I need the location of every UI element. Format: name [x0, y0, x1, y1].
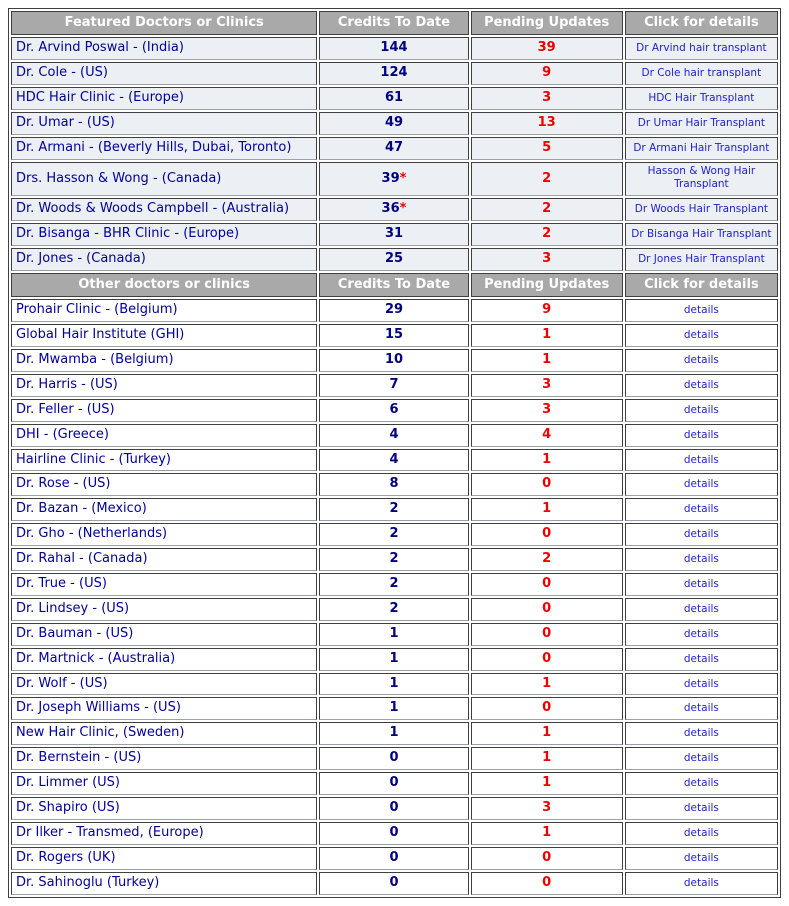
pending-updates-cell: 1 [471, 747, 623, 770]
details-link[interactable]: details [683, 329, 719, 342]
details-cell [625, 573, 778, 596]
pending-updates-cell: 2 [471, 548, 623, 571]
pending-updates-cell: 1 [471, 349, 623, 372]
credits-value: 144 [380, 40, 408, 56]
details-cell [625, 399, 778, 422]
details-link[interactable]: details [683, 652, 719, 665]
credits-cell [319, 473, 468, 496]
details-link[interactable]: Hasson & Wong Hair Transplant [647, 164, 756, 191]
table-row [11, 872, 778, 895]
credits-value: 1 [389, 725, 399, 741]
credits-cell [319, 523, 468, 546]
credits-cell [319, 498, 468, 521]
credits-value: 2 [389, 551, 399, 567]
details-cell [625, 623, 778, 646]
credits-value: 29 [384, 302, 404, 318]
credits-value: 8 [389, 476, 399, 492]
table-row [11, 648, 778, 671]
doctor-name-cell: Dr. Rogers (UK) [11, 847, 317, 870]
doctor-name-cell: DHI - (Greece) [11, 424, 317, 447]
credits-cell [319, 324, 468, 347]
details-cell [625, 223, 778, 246]
pending-updates-cell: 1 [471, 772, 623, 795]
doctor-name-cell: Dr. Wolf - (US) [11, 673, 317, 696]
doctor-name-cell: Dr. Rahal - (Canada) [11, 548, 317, 571]
credits-cell [319, 87, 468, 110]
details-link[interactable]: details [683, 702, 719, 715]
credits-cell [319, 548, 468, 571]
doctor-name-cell: Dr. Gho - (Netherlands) [11, 523, 317, 546]
credits-value: 7 [389, 376, 399, 392]
details-link[interactable]: details [683, 826, 719, 839]
credits-cell [319, 223, 468, 246]
credits-cell [319, 374, 468, 397]
table-row [11, 37, 778, 60]
details-link[interactable]: details [683, 353, 719, 366]
table-row [11, 374, 778, 397]
table-row [11, 847, 778, 870]
details-cell [625, 847, 778, 870]
table-row [11, 673, 778, 696]
table-row [11, 399, 778, 422]
credits-value: 1 [389, 625, 399, 641]
doctor-name-cell: Dr. Mwamba - (Belgium) [11, 349, 317, 372]
table-row [11, 523, 778, 546]
doctor-name-cell: Drs. Hasson & Wong - (Canada) [11, 162, 317, 197]
table-row [11, 797, 778, 820]
pending-updates-cell: 0 [471, 473, 623, 496]
table-row [11, 772, 778, 795]
column-header: Click for details [625, 273, 778, 297]
details-link[interactable]: details [683, 752, 719, 765]
credits-value: 124 [380, 65, 408, 81]
details-cell [625, 349, 778, 372]
doctor-name-cell: Dr. Arvind Poswal - (India) [11, 37, 317, 60]
column-header: Featured Doctors or Clinics [11, 11, 317, 35]
table-row [11, 112, 778, 135]
credits-value: 4 [389, 426, 399, 442]
pending-updates-cell: 2 [471, 223, 623, 246]
doctor-name-cell: HDC Hair Clinic - (Europe) [11, 87, 317, 110]
credits-cell [319, 424, 468, 447]
credits-cell [319, 248, 468, 271]
table-row [11, 548, 778, 571]
doctor-name-cell: Dr. Limmer (US) [11, 772, 317, 795]
pending-updates-cell: 3 [471, 399, 623, 422]
table-row [11, 498, 778, 521]
credits-cell [319, 573, 468, 596]
details-link[interactable]: details [683, 304, 719, 317]
details-link[interactable]: details [683, 528, 719, 541]
column-header: Credits To Date [319, 273, 468, 297]
column-header: Pending Updates [471, 273, 623, 297]
pending-updates-cell: 1 [471, 324, 623, 347]
table-row [11, 198, 778, 221]
credits-cell [319, 847, 468, 870]
details-cell [625, 449, 778, 472]
pending-updates-cell: 0 [471, 648, 623, 671]
details-link[interactable]: details [683, 777, 719, 790]
table-row [11, 349, 778, 372]
table-row [11, 248, 778, 271]
credits-value: 2 [389, 600, 399, 616]
credits-value: 0 [389, 799, 399, 815]
doctor-name-cell: Dr. Bauman - (US) [11, 623, 317, 646]
details-cell [625, 747, 778, 770]
details-link[interactable]: details [683, 378, 719, 391]
table-row [11, 598, 778, 621]
table-row [11, 162, 778, 197]
details-cell [625, 324, 778, 347]
details-link[interactable]: details [683, 577, 719, 590]
credits-cell [319, 299, 468, 322]
doctor-name-cell: Dr. Shapiro (US) [11, 797, 317, 820]
doctor-name-cell: Dr. Cole - (US) [11, 62, 317, 85]
details-cell [625, 248, 778, 271]
credits-value: 49 [384, 114, 404, 130]
details-link[interactable]: details [683, 677, 719, 690]
doctor-name-cell: Dr. Woods & Woods Campbell - (Australia) [11, 198, 317, 221]
table-row [11, 424, 778, 447]
table-row [11, 137, 778, 160]
details-link[interactable]: details [683, 801, 719, 814]
details-cell [625, 722, 778, 745]
credits-value: 0 [389, 849, 399, 865]
table-row [11, 623, 778, 646]
details-cell [625, 772, 778, 795]
credits-cell [319, 598, 468, 621]
table-row [11, 449, 778, 472]
table-row [11, 747, 778, 770]
credits-cell [319, 37, 468, 60]
details-link[interactable]: HDC Hair Transplant [648, 92, 755, 105]
credits-cell [319, 673, 468, 696]
credits-cell [319, 137, 468, 160]
doctor-name-cell: Dr. Armani - (Beverly Hills, Dubai, Toronto) [11, 137, 317, 160]
table-row [11, 87, 778, 110]
details-cell [625, 673, 778, 696]
credits-value: 1 [389, 700, 399, 716]
details-cell [625, 37, 778, 60]
pending-updates-cell: 9 [471, 299, 623, 322]
details-cell [625, 112, 778, 135]
pending-updates-cell: 1 [471, 498, 623, 521]
details-cell [625, 797, 778, 820]
pending-updates-cell: 3 [471, 248, 623, 271]
credits-value: 2 [389, 501, 399, 517]
details-cell [625, 498, 778, 521]
doctor-name-cell: Dr Ilker - Transmed, (Europe) [11, 822, 317, 845]
section-header-row-other [11, 273, 778, 297]
credits-value: 4 [389, 451, 399, 467]
credits-asterisk: * [399, 201, 407, 217]
credits-cell [319, 797, 468, 820]
credits-cell [319, 747, 468, 770]
credits-cell [319, 697, 468, 720]
doctor-name-cell: Global Hair Institute (GHI) [11, 324, 317, 347]
column-header: Click for details [625, 11, 778, 35]
pending-updates-cell: 39 [471, 37, 623, 60]
pending-updates-cell: 2 [471, 198, 623, 221]
pending-updates-cell: 13 [471, 112, 623, 135]
table-row [11, 324, 778, 347]
details-link[interactable]: details [683, 428, 719, 441]
doctor-name-cell: Dr. True - (US) [11, 573, 317, 596]
pending-updates-cell: 5 [471, 137, 623, 160]
doctor-name-cell: Hairline Clinic - (Turkey) [11, 449, 317, 472]
credits-value: 2 [389, 575, 399, 591]
details-link[interactable]: Dr Jones Hair Transplant [638, 253, 765, 266]
credits-cell [319, 62, 468, 85]
pending-updates-cell: 0 [471, 623, 623, 646]
details-link[interactable]: details [683, 553, 719, 566]
table-row [11, 223, 778, 246]
details-cell [625, 872, 778, 895]
column-header: Other doctors or clinics [11, 273, 317, 297]
credits-value: 15 [384, 327, 404, 343]
table-row [11, 822, 778, 845]
credits-value: 47 [384, 139, 404, 155]
details-cell [625, 137, 778, 160]
credits-cell [319, 198, 468, 221]
pending-updates-cell: 3 [471, 374, 623, 397]
pending-updates-cell: 3 [471, 87, 623, 110]
details-link[interactable]: details [683, 478, 719, 491]
table-row [11, 573, 778, 596]
details-link[interactable]: details [683, 503, 719, 516]
pending-updates-cell: 9 [471, 62, 623, 85]
credits-cell [319, 872, 468, 895]
details-cell [625, 523, 778, 546]
details-link[interactable]: Dr Umar Hair Transplant [637, 116, 765, 129]
credits-cell [319, 623, 468, 646]
details-cell [625, 424, 778, 447]
details-cell [625, 648, 778, 671]
pending-updates-cell: 1 [471, 722, 623, 745]
doctor-name-cell: Dr. Harris - (US) [11, 374, 317, 397]
credits-cell [319, 722, 468, 745]
details-link[interactable]: Dr Woods Hair Transplant [634, 203, 769, 216]
details-link[interactable]: Dr Bisanga Hair Transplant [631, 228, 772, 241]
credits-value: 1 [389, 650, 399, 666]
doctor-name-cell: Dr. Umar - (US) [11, 112, 317, 135]
column-header: Pending Updates [471, 11, 623, 35]
details-cell [625, 548, 778, 571]
details-cell [625, 598, 778, 621]
details-cell [625, 87, 778, 110]
credits-value: 6 [389, 401, 399, 417]
doctor-name-cell: Dr. Joseph Williams - (US) [11, 697, 317, 720]
details-link[interactable]: Dr Arvind hair transplant [636, 42, 767, 55]
details-link[interactable]: Dr Armani Hair Transplant [633, 141, 770, 154]
details-cell [625, 198, 778, 221]
doctor-name-cell: Dr. Lindsey - (US) [11, 598, 317, 621]
credits-value: 1 [389, 675, 399, 691]
table-row [11, 473, 778, 496]
doctor-name-cell: Dr. Jones - (Canada) [11, 248, 317, 271]
details-link[interactable]: details [683, 403, 719, 416]
pending-updates-cell: 0 [471, 697, 623, 720]
credits-cell [319, 772, 468, 795]
details-cell [625, 822, 778, 845]
doctor-name-cell: Dr. Martnick - (Australia) [11, 648, 317, 671]
pending-updates-cell: 0 [471, 847, 623, 870]
credits-cell [319, 648, 468, 671]
credits-cell [319, 349, 468, 372]
details-cell [625, 374, 778, 397]
details-link[interactable]: details [683, 602, 719, 615]
pending-updates-cell: 1 [471, 449, 623, 472]
pending-updates-cell: 0 [471, 523, 623, 546]
details-cell [625, 162, 778, 197]
credits-cell [319, 449, 468, 472]
pending-updates-cell: 1 [471, 822, 623, 845]
credits-value: 10 [384, 351, 404, 367]
doctor-name-cell: Dr. Feller - (US) [11, 399, 317, 422]
section-header-row-featured [11, 11, 778, 35]
details-link[interactable]: details [683, 627, 719, 640]
credits-value: 61 [384, 90, 404, 106]
doctor-name-cell: Dr. Rose - (US) [11, 473, 317, 496]
doctor-name-cell: Dr. Bisanga - BHR Clinic - (Europe) [11, 223, 317, 246]
doctor-name-cell: Dr. Sahinoglu (Turkey) [11, 872, 317, 895]
details-cell [625, 473, 778, 496]
column-header: Credits To Date [319, 11, 468, 35]
doctors-credits-table [8, 8, 781, 898]
credits-value: 0 [389, 874, 399, 890]
pending-updates-cell: 0 [471, 598, 623, 621]
credits-value: 39 [381, 170, 400, 186]
credits-asterisk: * [399, 170, 407, 186]
table-row [11, 697, 778, 720]
details-link[interactable]: Dr Cole hair transplant [641, 67, 762, 80]
pending-updates-cell: 1 [471, 673, 623, 696]
pending-updates-cell: 3 [471, 797, 623, 820]
table-row [11, 722, 778, 745]
doctor-name-cell: New Hair Clinic, (Sweden) [11, 722, 317, 745]
pending-updates-cell: 0 [471, 573, 623, 596]
doctor-name-cell: Dr. Bazan - (Mexico) [11, 498, 317, 521]
credits-value: 25 [384, 251, 404, 267]
credits-value: 2 [389, 526, 399, 542]
credits-value: 0 [389, 824, 399, 840]
details-link[interactable]: details [683, 727, 719, 740]
doctor-name-cell: Dr. Bernstein - (US) [11, 747, 317, 770]
credits-cell [319, 822, 468, 845]
credits-cell [319, 399, 468, 422]
pending-updates-cell: 4 [471, 424, 623, 447]
credits-value: 36 [381, 201, 400, 217]
credits-cell [319, 112, 468, 135]
table-row [11, 62, 778, 85]
table-row [11, 299, 778, 322]
pending-updates-cell: 0 [471, 872, 623, 895]
credits-cell [319, 162, 468, 197]
pending-updates-cell: 2 [471, 162, 623, 197]
details-cell [625, 62, 778, 85]
credits-value: 0 [389, 775, 399, 791]
details-cell [625, 299, 778, 322]
doctor-name-cell: Prohair Clinic - (Belgium) [11, 299, 317, 322]
details-link[interactable]: details [683, 851, 719, 864]
details-link[interactable]: details [683, 876, 719, 889]
credits-value: 0 [389, 750, 399, 766]
details-link[interactable]: details [683, 453, 719, 466]
details-cell [625, 697, 778, 720]
credits-value: 31 [384, 226, 404, 242]
